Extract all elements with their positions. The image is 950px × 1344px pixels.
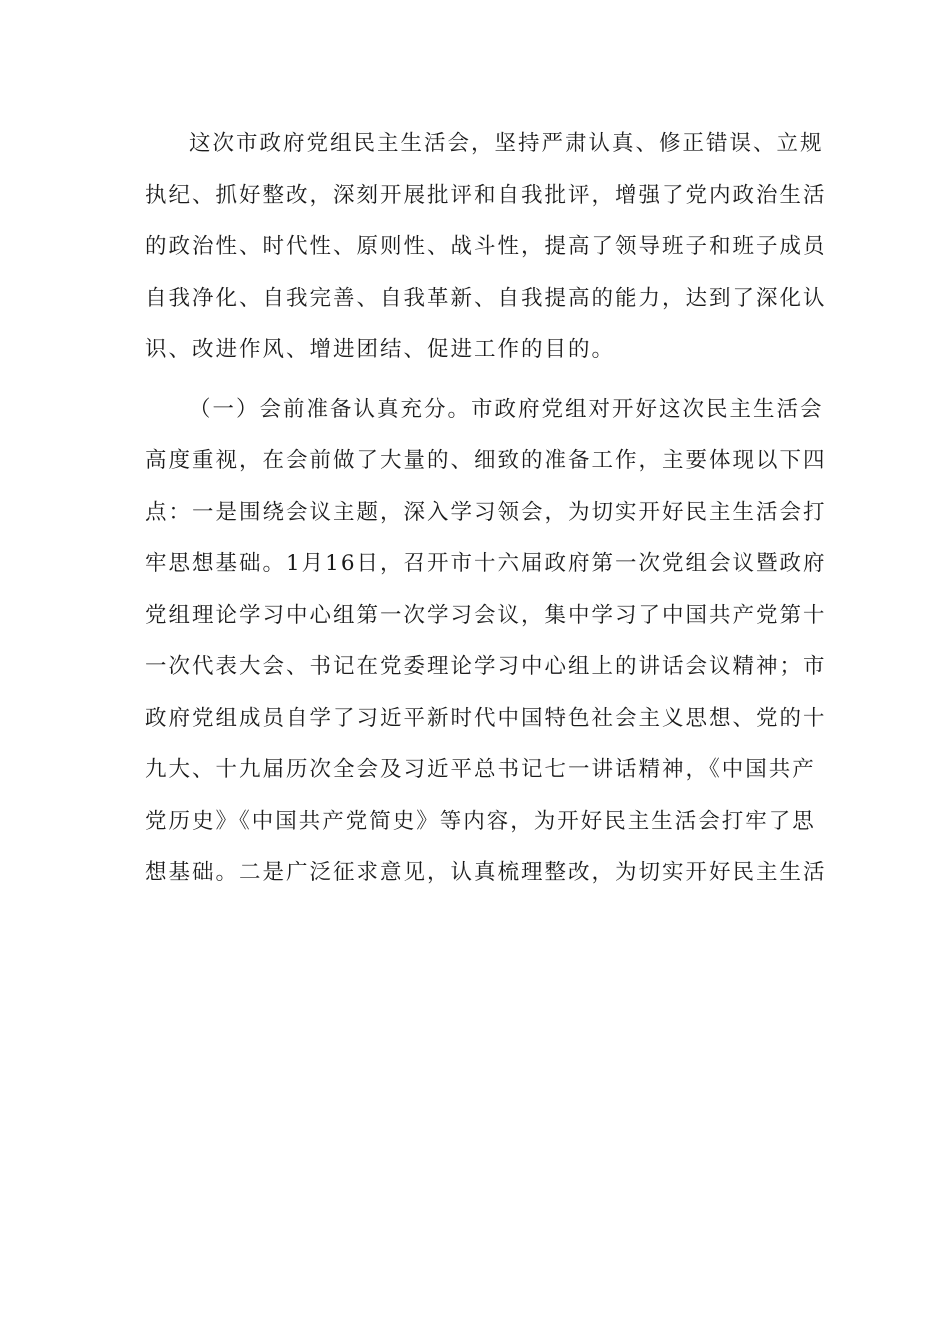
text-line: 执纪、抓好整改，深刻开展批评和自我批评，增强了党内政治生活 — [145, 182, 827, 208]
text-line: 高度重视，在会前做了大量的、细致的准备工作，主要体现以下四 — [145, 448, 827, 473]
text-line: 点：一是围绕会议主题，深入学习领会，为切实开好民主生活会打 — [145, 499, 827, 525]
text-line: 党历史》《中国共产党简史》等内容，为开好民主生活会打牢了思 — [145, 808, 816, 834]
text-line: 的政治性、时代性、原则性、战斗性，提高了领导班子和班子成员 — [145, 234, 827, 259]
paragraph-1 — [145, 126, 827, 384]
text-line: 想基础。二是广泛征求意见，认真梳理整改，为切实开好民主生活 — [145, 860, 827, 885]
document-body — [145, 126, 827, 907]
text-line: 政府党组成员自学了习近平新时代中国特色社会主义思想、党的十 — [145, 705, 827, 731]
text-line: 九大、十九届历次全会及习近平总书记七一讲话精神，《中国共产 — [145, 757, 816, 782]
paragraph-2 — [145, 392, 827, 907]
text-line: 党组理论学习中心组第一次学习会议，集中学习了中国共产党第十 — [145, 602, 827, 628]
text-line: 识、改进作风、增进团结、促进工作的目的。 — [145, 337, 616, 362]
text-line: 自我净化、自我完善、自我革新、自我提高的能力，达到了深化认 — [145, 285, 827, 311]
text-line: 一次代表大会、书记在党委理论学习中心组上的讲话会议精神；市 — [145, 654, 827, 679]
text-line: 这次市政府党组民主生活会，坚持严肃认真、修正错误、立规 — [189, 131, 824, 156]
text-line: （一）会前准备认真充分。市政府党组对开好这次民主生活会 — [189, 396, 824, 422]
text-line: 牢思想基础。1月16日，召开市十六届政府第一次党组会议暨政府 — [145, 551, 827, 576]
